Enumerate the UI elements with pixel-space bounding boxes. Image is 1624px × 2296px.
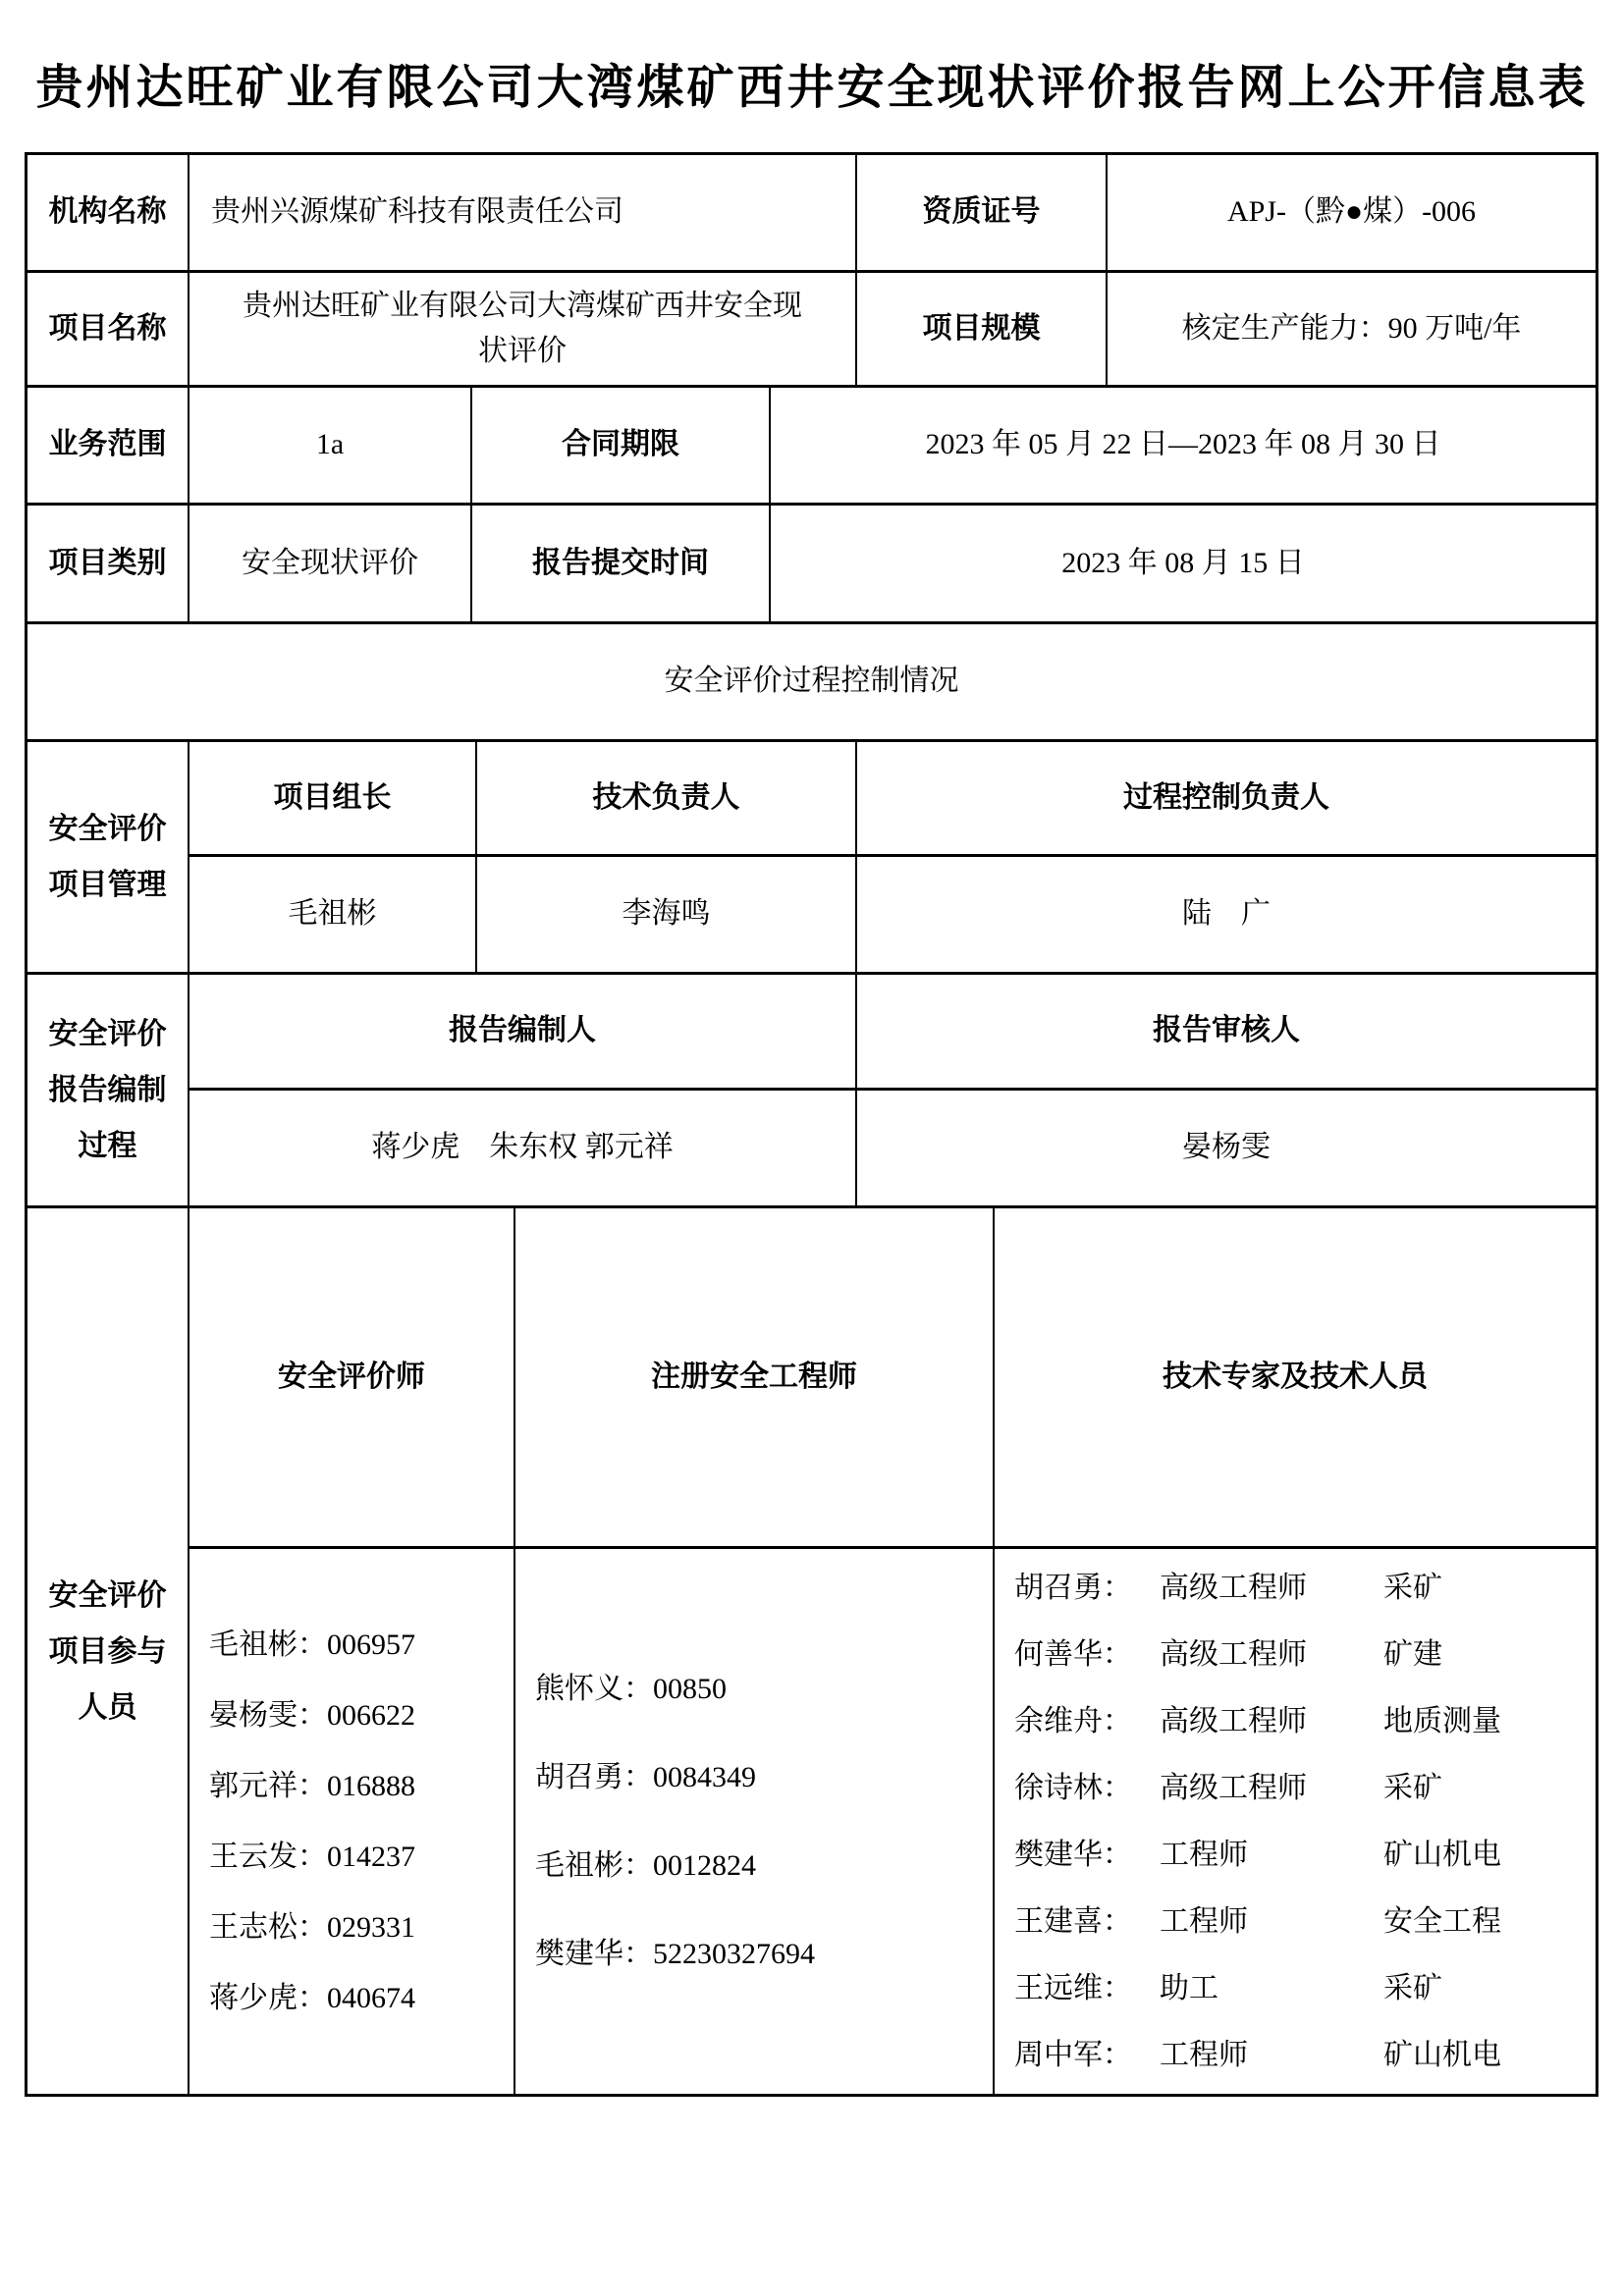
expert-row [1014,1822,1590,1889]
engineer-item: 毛祖彬：0012824 [535,1848,756,1882]
expert-name: 余维舟： [1014,1704,1132,1737]
participants-header-row [189,1208,1596,1549]
expert-title: 助工 [1160,1971,1218,2004]
management-row-label-line: 安全评价 [48,813,167,845]
expert-row [1014,2022,1590,2089]
tech-lead-header: 技术负责人 [477,742,857,854]
expert-title: 高级工程师 [1160,1637,1307,1671]
table-row [27,506,1596,624]
team-leader-value: 毛祖彬 [189,857,477,972]
report-submit-date-label: 报告提交时间 [472,506,771,621]
tech-experts-header: 技术专家及技术人员 [1163,1360,1428,1393]
engineer-item: 胡召勇：0084349 [535,1760,756,1793]
expert-name: 樊建华： [1014,1838,1132,1871]
expert-field: 采矿 [1383,1971,1442,2004]
expert-title: 工程师 [1160,2038,1248,2071]
project-name-value: 贵州达旺矿业有限公司大湾煤矿西井安全现状评价 [189,273,857,385]
participants-lists-row [189,1549,1596,2094]
expert-title: 高级工程师 [1160,1704,1307,1737]
evaluator-item: 毛祖彬：006957 [209,1628,415,1661]
expert-row [1014,1555,1590,1622]
participants-row-label-line: 人员 [78,1690,137,1724]
expert-title: 高级工程师 [1160,1771,1307,1804]
participants-row-label-line: 安全评价 [48,1578,167,1612]
tech-experts-list [995,1549,1596,2094]
evaluator-item: 郭元祥：016888 [209,1769,415,1802]
expert-row [1014,1622,1590,1688]
expert-row [1014,1688,1590,1755]
table-row [27,388,1596,506]
expert-title: 工程师 [1160,1904,1248,1938]
evaluator-item: 王志松：029331 [209,1910,415,1944]
expert-field: 采矿 [1383,1571,1442,1604]
expert-field: 矿山机电 [1383,2038,1501,2071]
expert-field: 地质测量 [1383,1704,1501,1737]
expert-title: 工程师 [1160,1838,1248,1871]
table-row [27,155,1596,273]
expert-name: 胡召勇： [1014,1571,1132,1604]
compilation-row-label [27,975,189,1205]
evaluator-item: 王云发：014237 [209,1840,415,1873]
compilation-header-row [189,975,1596,1091]
expert-field: 采矿 [1383,1771,1442,1804]
participants-section [27,1208,1596,2094]
expert-name: 何善华： [1014,1637,1132,1671]
contract-period-label: 合同期限 [472,388,771,503]
management-row-label [27,742,189,972]
registered-safety-engineers-list [515,1549,995,2094]
table-row [27,273,1596,388]
expert-row [1014,1755,1590,1822]
report-writers-header: 报告编制人 [189,975,857,1088]
report-reviewer-value: 晏杨雯 [1182,1131,1271,1164]
document-title: 贵州达旺矿业有限公司大湾煤矿西井安全现状评价报告网上公开信息表 [35,62,1589,114]
cert-no-value: APJ-（黔●煤）-006 [1226,195,1477,229]
tech-lead-value: 李海鸣 [477,857,857,972]
management-values-row [189,857,1596,972]
report-reviewer-header: 报告审核人 [1153,1014,1300,1047]
process-control-section-title: 安全评价过程控制情况 [664,665,959,698]
compilation-row-label-line: 报告编制 [48,1074,167,1106]
report-writers-value: 蒋少虎 朱东权 郭元祥 [189,1091,857,1205]
project-scale-value: 核定生产能力：90 万吨/年 [1181,311,1522,345]
info-table [25,152,1598,2097]
org-name-value: 贵州兴源煤矿科技有限责任公司 [189,155,857,270]
process-control-lead-value: 陆 广 [1182,897,1271,931]
team-leader-header: 项目组长 [189,742,477,854]
compilation-section [27,975,1596,1208]
expert-name: 王远维： [1014,1971,1132,2004]
engineer-item: 熊怀义：00850 [535,1672,727,1705]
compilation-row-label-line: 安全评价 [48,1018,167,1050]
safety-evaluators-list [189,1549,515,2094]
project-type-label: 项目类别 [27,506,189,621]
participants-row-label [27,1208,189,2094]
business-scope-label: 业务范围 [27,388,189,503]
contract-period-value: 2023 年 05 月 22 日—2023 年 08 月 30 日 [925,428,1441,461]
expert-field: 矿山机电 [1383,1838,1501,1871]
management-header-row [189,742,1596,857]
participants-row-label-line: 项目参与 [48,1634,167,1668]
expert-name: 周中军： [1014,2038,1132,2071]
expert-name: 徐诗林： [1014,1771,1132,1804]
project-type-value: 安全现状评价 [189,506,472,621]
project-scale-label: 项目规模 [857,273,1108,385]
cert-no-label: 资质证号 [857,155,1108,270]
expert-name: 王建喜： [1014,1904,1132,1938]
table-row [27,624,1596,742]
compilation-values-row [189,1091,1596,1205]
engineer-item: 樊建华：52230327694 [535,1937,815,1970]
expert-title: 高级工程师 [1160,1571,1307,1604]
process-control-lead-header: 过程控制负责人 [1123,780,1329,814]
safety-evaluators-header: 安全评价师 [189,1208,515,1546]
expert-field: 矿建 [1383,1637,1442,1671]
project-name-label: 项目名称 [27,273,189,385]
expert-field: 安全工程 [1383,1904,1501,1938]
evaluator-item: 晏杨雯：006622 [209,1698,415,1732]
report-submit-date-value: 2023 年 08 月 15 日 [1061,546,1305,579]
management-row-label-line: 项目管理 [48,869,167,901]
org-name-label: 机构名称 [27,155,189,270]
business-scope-value: 1a [189,388,472,503]
registered-safety-engineers-header: 注册安全工程师 [515,1208,995,1546]
expert-row [1014,1889,1590,1955]
evaluator-item: 蒋少虎：040674 [209,1981,415,2014]
compilation-row-label-line: 过程 [78,1130,137,1162]
expert-row [1014,1955,1590,2022]
management-section [27,742,1596,975]
